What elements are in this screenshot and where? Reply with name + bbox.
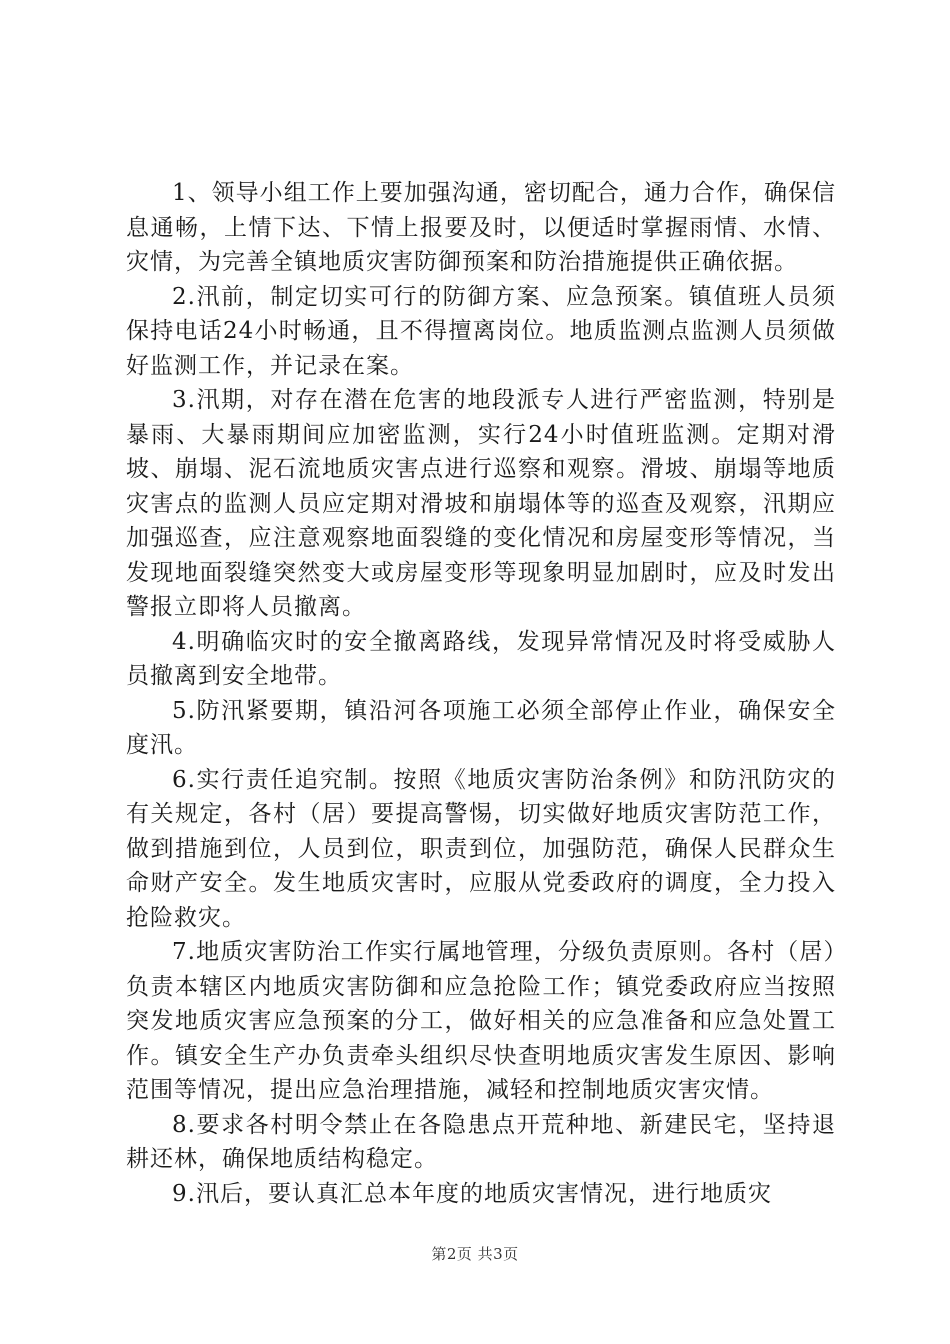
paragraph-2: 2.汛前，制定切实可行的防御方案、应急预案。镇值班人员须保持电话24小时畅通，且不得擅离岗位。地质监测点监测人员须做好监测工作，并记录在案。	[126, 283, 836, 379]
paragraph-3: 3.汛期，对存在潜在危害的地段派专人进行严密监测，特别是暴雨、大暴雨期间应加密监测，实行24小时值班监测。定期对滑坡、崩塌、泥石流地质灾害点进行巡察和观察。滑坡、崩塌等地质灾害点的监测人员应定期对滑坡和崩塌体等的巡查及观察，汛期应加强巡查，应注意观察地面裂缝的变化情况和房屋变形等情况，当发现地面裂缝突然变大或房屋变形等现象明显加剧时，应及时发出警报立即将人员撤离。	[126, 387, 836, 620]
paragraph-5: 5.防汛紧要期，镇沿河各项施工必须全部停止作业，确保安全度汛。	[126, 697, 836, 758]
paragraph-1: 1、领导小组工作上要加强沟通，密切配合，通力合作，确保信息通畅，上情下达、下情上报要及时，以便适时掌握雨情、水情、灾情，为完善全镇地质灾害防御预案和防治措施提供正确依据。	[126, 180, 836, 275]
paragraph-8: 8.要求各村明令禁止在各隐患点开荒种地、新建民宅，坚持退耕还林，确保地质结构稳定。	[126, 1111, 836, 1172]
paragraph-9: 9.汛后，要认真汇总本年度的地质灾害情况，进行地质灾	[172, 1180, 772, 1207]
document-body	[126, 176, 836, 1211]
paragraph-6: 6.实行责任追究制。按照《地质灾害防治条例》和防汛防灾的有关规定，各村（居）要提高警惕，切实做好地质灾害防范工作，做到措施到位，人员到位，职责到位，加强防范，确保人民群众生命财产安全。发生地质灾害时，应服从党委政府的调度，全力投入抢险救灾。	[126, 766, 836, 931]
paragraph-4: 4.明确临灾时的安全撤离路线，发现异常情况及时将受威胁人员撤离到安全地带。	[126, 628, 836, 689]
page-number-footer: 第2页 共3页	[431, 1245, 519, 1263]
paragraph-7: 7.地质灾害防治工作实行属地管理，分级负责原则。各村（居）负责本辖区内地质灾害防御和应急抢险工作；镇党委政府应当按照突发地质灾害应急预案的分工，做好相关的应急准备和应急处置工作。镇安全生产办负责牵头组织尽快查明地质灾害发生原因、影响范围等情况，提出应急治理措施，减轻和控制地质灾害灾情。	[126, 939, 836, 1103]
